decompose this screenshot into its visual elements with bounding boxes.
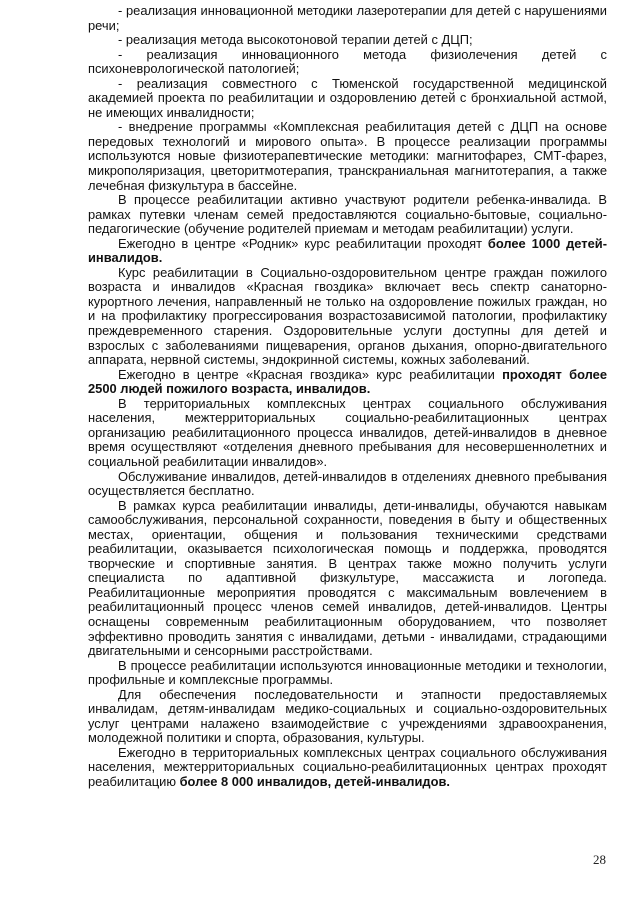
text-run: - реализация инновационной методики лазеротерапии для детей с нарушениями речи; [88, 3, 607, 33]
page-number: 28 [593, 852, 606, 867]
text-run: В процессе реабилитации активно участвуют родители ребенка-инвалида. В рамках путевки членам семей предоставляются социально-бытовые, социально-педагогические (обучение родителей приемам и методам реабилитации) услуги. [88, 192, 607, 237]
text-run: В процессе реабилитации используются инновационные методики и технологии, профильные и комплексные программы. [88, 657, 607, 688]
paragraph [88, 746, 607, 790]
text-run: - реализация метода высокотоновой терапии детей с ДЦП; [118, 32, 473, 48]
text-run: В территориальных комплексных центрах социального обслуживания населения, межтерриториальных социально-реабилитационных центрах организацию реабилитационного процесса инвалидов, детей-инвалидов в дневное время осуществляют «отделения дневного пребывания для несовершеннолетних и социальной реабилитации инвалидов». [88, 395, 607, 469]
bold-text: проходят более 2500 людей пожилого возраста, инвалидов. [88, 366, 607, 397]
paragraph [88, 237, 607, 266]
list-item-paragraph [88, 120, 607, 193]
bold-text: более 1000 детей-инвалидов. [88, 235, 608, 266]
paragraph [88, 470, 607, 499]
list-item-paragraph [88, 77, 607, 121]
paragraph [88, 266, 607, 368]
text-run: Ежегодно в центре «Красная гвоздика» курс реабилитации [118, 366, 503, 382]
text-run: - внедрение программы «Комплексная реабилитация детей с ДЦП на основе передовых технологий и мирового опыта». В процессе реализации программы используются новые физиотерапевтические методики: магнитофарез, СМТ-фарез, микрополяризация, цветоритмотерапия, транскраниальная магнитотерапия, а также лечебная физкультура в бассейне. [88, 119, 607, 193]
text-run: Для обеспечения последовательности и этапности предоставляемых инвалидам, детям-инвалидам медико-социальных и социально-оздоровительных услуг центрами налажено взаимодействие с учреждениями здравоохранения, молодежной политики и спорта, образования, культуры. [88, 686, 607, 746]
paragraph [88, 368, 607, 397]
text-run: Обслуживание инвалидов, детей-инвалидов в отделениях дневного пребывания осуществляется бесплатно. [88, 468, 607, 499]
text-run: В рамках курса реабилитации инвалиды, дети-инвалиды, обучаются навыкам самообслуживания, персональной сохранности, поведения в быту и общественных местах, ориентации, общения и пользования техническими средствами реабилитации, оказывается психологическая помощь и поддержка, проводятся творческие и спортивные занятия. В центрах также можно получить услуги специалиста по адаптивной физкультуре, массажиста и логопеда. Реабилитационные мероприятия проводятся с максимальным вовлечением в реабилитационный процесс членов семей инвалидов, детей-инвалидов. Центры оснащены современным реабилитационным оборудованием, что позволяет эффективно проводить занятия с инвалидами, детьми - инвалидами, страдающими двигательными и сенсорными расстройствами. [88, 497, 607, 659]
text-run: - реализация совместного с Тюменской государственной медицинской академией проекта по реабилитации и оздоровлению детей с бронхиальной астмой, не имеющих инвалидности; [88, 75, 607, 120]
text-run: Ежегодно в территориальных комплексных центрах социального обслуживания населения, межтерриториальных социально-реабилитационных центрах проходят реабилитацию [88, 744, 607, 789]
text-run: Ежегодно в центре «Родник» курс реабилитации проходят [118, 235, 488, 251]
document-body [88, 4, 607, 790]
paragraph [88, 193, 607, 237]
list-item-paragraph [88, 33, 607, 48]
paragraph [88, 659, 607, 688]
paragraph [88, 688, 607, 746]
text-run: Курс реабилитации в Социально-оздоровительном центре граждан пожилого возраста и инвалидов «Красная гвоздика» включает весь спектр санаторно-курортного лечения, направленный не только на оздоровление пожилых граждан, но и на профилактику прогрессирования возрастозависимой патологии, профилактику преждевременного старения. Оздоровительные услуги доступны для детей и взрослых с заболеваниями пищеварения, органов дыхания, опорно-двигательного аппарата, нервной системы, эндокринной системы, кожных заболеваний. [88, 264, 607, 368]
paragraph [88, 499, 607, 659]
list-item-paragraph [88, 4, 607, 33]
bold-text: более 8 000 инвалидов, детей-инвалидов. [179, 773, 450, 789]
list-item-paragraph [88, 48, 607, 77]
text-run: - реализация инновационного метода физиолечения детей с психоневрологической патологией; [88, 46, 607, 77]
paragraph [88, 397, 607, 470]
